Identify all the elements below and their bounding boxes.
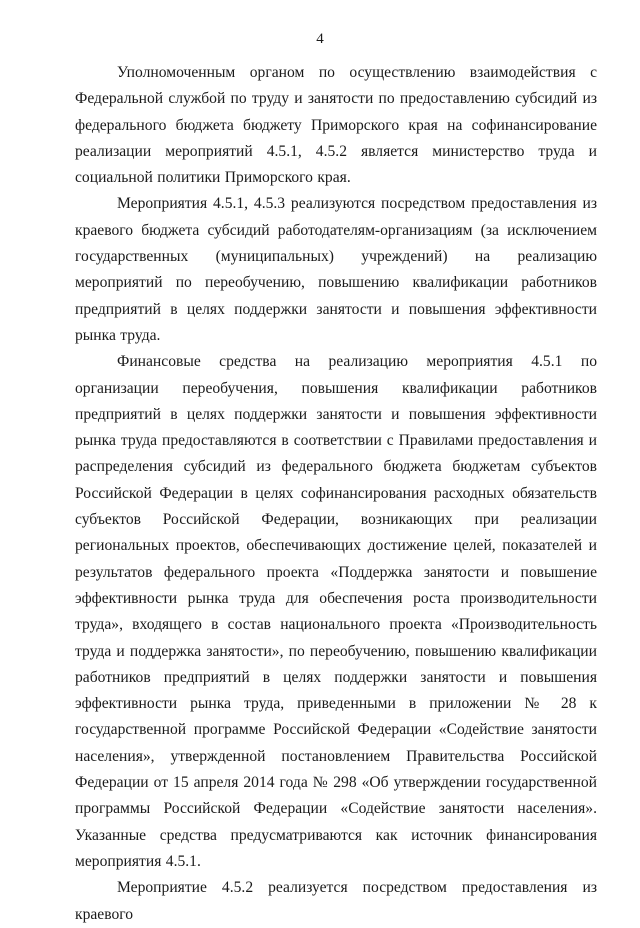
page-number: 4 [316,31,324,47]
paragraph-measures-implementation: Мероприятия 4.5.1, 4.5.3 реализуются посредством предоставления из краевого бюджета субсидий работодателям-организациям (за исключением государственных (муниципальных) учреждений) на реализацию мероприятий по переобучению, повышению квалификации работников предприятий в целях поддержки занятости и повышения эффективности рынка труда. [75,195,597,344]
document-body [75,60,597,928]
paragraph-authorized-body: Уполномоченным органом по осуществлению взаимодействия с Федеральной службой по труду и занятости по предоставлению субсидий из федерального бюджета бюджету Приморского края на софинансирование реализации мероприятий 4.5.1, 4.5.2 является министерство труда и социальной политики Приморского края. [75,64,597,187]
paragraph-financing: Финансовые средства на реализацию мероприятия 4.5.1 по организации переобучения, повышения квалификации работников предприятий в целях поддержки занятости и повышения эффективности рынка труда предоставляются в соответствии с Правилами предоставления и распределения субсидий из федерального бюджета бюджетам субъектов Российской Федерации в целях софинансирования расходных обязательств субъектов Российской Федерации, возникающих при реализации региональных проектов, обеспечивающих достижение целей, показателей и результатов федерального проекта «Поддержка занятости и повышение эффективности рынка труда для обеспечения роста производительности труда», входящего в состав национального проекта «Производительность труда и поддержка занятости», по переобучению, повышению квалификации работников предприятий в целях поддержки занятости и повышения эффективности рынка труда, приведенными в приложении № 28 к государственной программе Российской Федерации «Содействие занятости населения», утвержденной постановлением Правительства Российской Федерации от 15 апреля 2014 года № 298 «Об утверждении государственной программы Российской Федерации «Содействие занятости населения». Указанные средства предусматриваются как источник финансирования мероприятия 4.5.1. [75,353,597,870]
paragraph-measure-4-5-2: Мероприятие 4.5.2 реализуется посредством предоставления из краевого [75,879,597,923]
